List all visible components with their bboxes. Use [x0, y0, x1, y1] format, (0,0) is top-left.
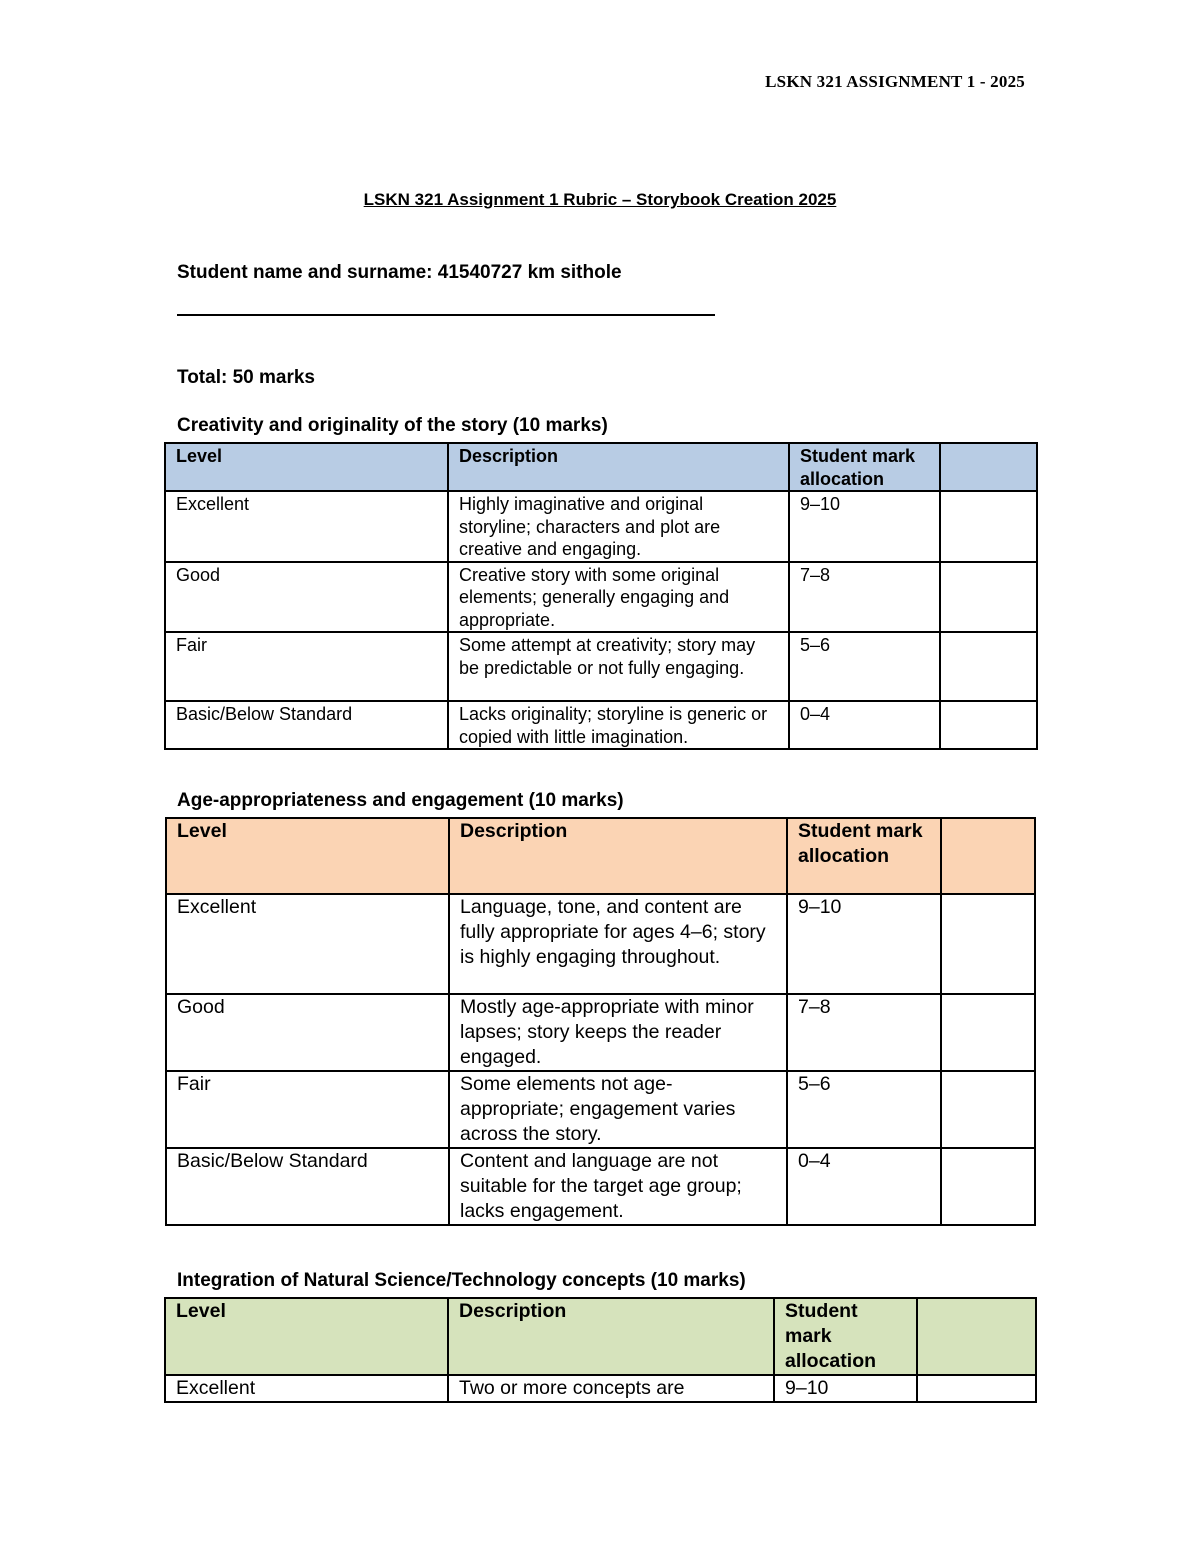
total-marks: Total: 50 marks — [177, 367, 315, 388]
table-row — [165, 701, 1037, 749]
cell-description: Some attempt at creativity; story may be predictable or not fully engaging. — [448, 632, 789, 701]
cell-level: Excellent — [165, 1375, 448, 1402]
cell-description: Creative story with some original elements; generally engaging and appropriate. — [448, 562, 789, 633]
cell-description: Language, tone, and content are fully appropriate for ages 4–6; story is highly engaging throughout. — [449, 894, 787, 994]
header-cell-level: Level — [165, 443, 448, 491]
cell-description: Some elements not age-appropriate; engagement varies across the story. — [449, 1071, 787, 1148]
cell-mark-range: 0–4 — [787, 1148, 941, 1225]
cell-level: Fair — [165, 632, 448, 701]
header-cell-level: Level — [166, 818, 449, 894]
table-row — [165, 1375, 1036, 1402]
cell-mark-range: 5–6 — [787, 1071, 941, 1148]
header-cell-blank — [941, 818, 1035, 894]
table-header-row — [166, 818, 1035, 894]
rubric-table-creativity — [164, 442, 1038, 750]
student-name-line: Student name and surname: 41540727 km sithole — [177, 262, 622, 283]
cell-description: Lacks originality; storyline is generic or copied with little imagination. — [448, 701, 789, 749]
header-cell-blank — [917, 1298, 1036, 1375]
header-cell-mark: Student mark allocation — [787, 818, 941, 894]
cell-student-mark[interactable] — [940, 632, 1037, 701]
cell-mark-range: 7–8 — [787, 994, 941, 1071]
cell-level: Good — [166, 994, 449, 1071]
cell-student-mark[interactable] — [941, 1071, 1035, 1148]
table-row — [166, 994, 1035, 1071]
header-cell-blank — [940, 443, 1037, 491]
running-header: LSKN 321 ASSIGNMENT 1 - 2025 — [765, 72, 1025, 91]
name-underline — [177, 314, 715, 316]
cell-student-mark[interactable] — [940, 491, 1037, 562]
cell-mark-range: 9–10 — [774, 1375, 917, 1402]
cell-level: Basic/Below Standard — [166, 1148, 449, 1225]
cell-level: Basic/Below Standard — [165, 701, 448, 749]
cell-level: Excellent — [165, 491, 448, 562]
header-cell-mark: Student mark allocation — [789, 443, 940, 491]
rubric-table-science-integration — [164, 1297, 1037, 1403]
cell-student-mark[interactable] — [940, 701, 1037, 749]
cell-mark-range: 0–4 — [789, 701, 940, 749]
table-row — [165, 491, 1037, 562]
cell-mark-range: 9–10 — [789, 491, 940, 562]
section-heading-creativity: Creativity and originality of the story (10 marks) — [177, 415, 608, 436]
cell-mark-range: 9–10 — [787, 894, 941, 994]
cell-mark-range: 5–6 — [789, 632, 940, 701]
table-row — [165, 562, 1037, 633]
cell-description: Highly imaginative and original storyline; characters and plot are creative and engaging. — [448, 491, 789, 562]
header-cell-description: Description — [449, 818, 787, 894]
document-title: LSKN 321 Assignment 1 Rubric – Storybook Creation 2025 — [363, 190, 837, 209]
cell-description: Two or more concepts are — [448, 1375, 774, 1402]
cell-mark-range: 7–8 — [789, 562, 940, 633]
header-cell-description: Description — [448, 443, 789, 491]
cell-level: Good — [165, 562, 448, 633]
cell-student-mark[interactable] — [917, 1375, 1036, 1402]
rubric-table-age-appropriateness — [165, 817, 1036, 1226]
table-header-row — [165, 1298, 1036, 1375]
table-row — [165, 632, 1037, 701]
cell-level: Fair — [166, 1071, 449, 1148]
section-heading-science-integration: Integration of Natural Science/Technology concepts (10 marks) — [177, 1270, 746, 1291]
table-row — [166, 1071, 1035, 1148]
cell-student-mark[interactable] — [941, 1148, 1035, 1225]
table-row — [166, 1148, 1035, 1225]
table-header-row — [165, 443, 1037, 491]
cell-level: Excellent — [166, 894, 449, 994]
cell-student-mark[interactable] — [941, 994, 1035, 1071]
cell-student-mark[interactable] — [940, 562, 1037, 633]
header-cell-level: Level — [165, 1298, 448, 1375]
header-cell-description: Description — [448, 1298, 774, 1375]
table-row — [166, 894, 1035, 994]
cell-student-mark[interactable] — [941, 894, 1035, 994]
cell-description: Content and language are not suitable for the target age group; lacks engagement. — [449, 1148, 787, 1225]
section-heading-age-appropriateness: Age-appropriateness and engagement (10 marks) — [177, 790, 624, 811]
cell-description: Mostly age-appropriate with minor lapses; story keeps the reader engaged. — [449, 994, 787, 1071]
header-cell-mark: Student mark allocation — [774, 1298, 917, 1375]
